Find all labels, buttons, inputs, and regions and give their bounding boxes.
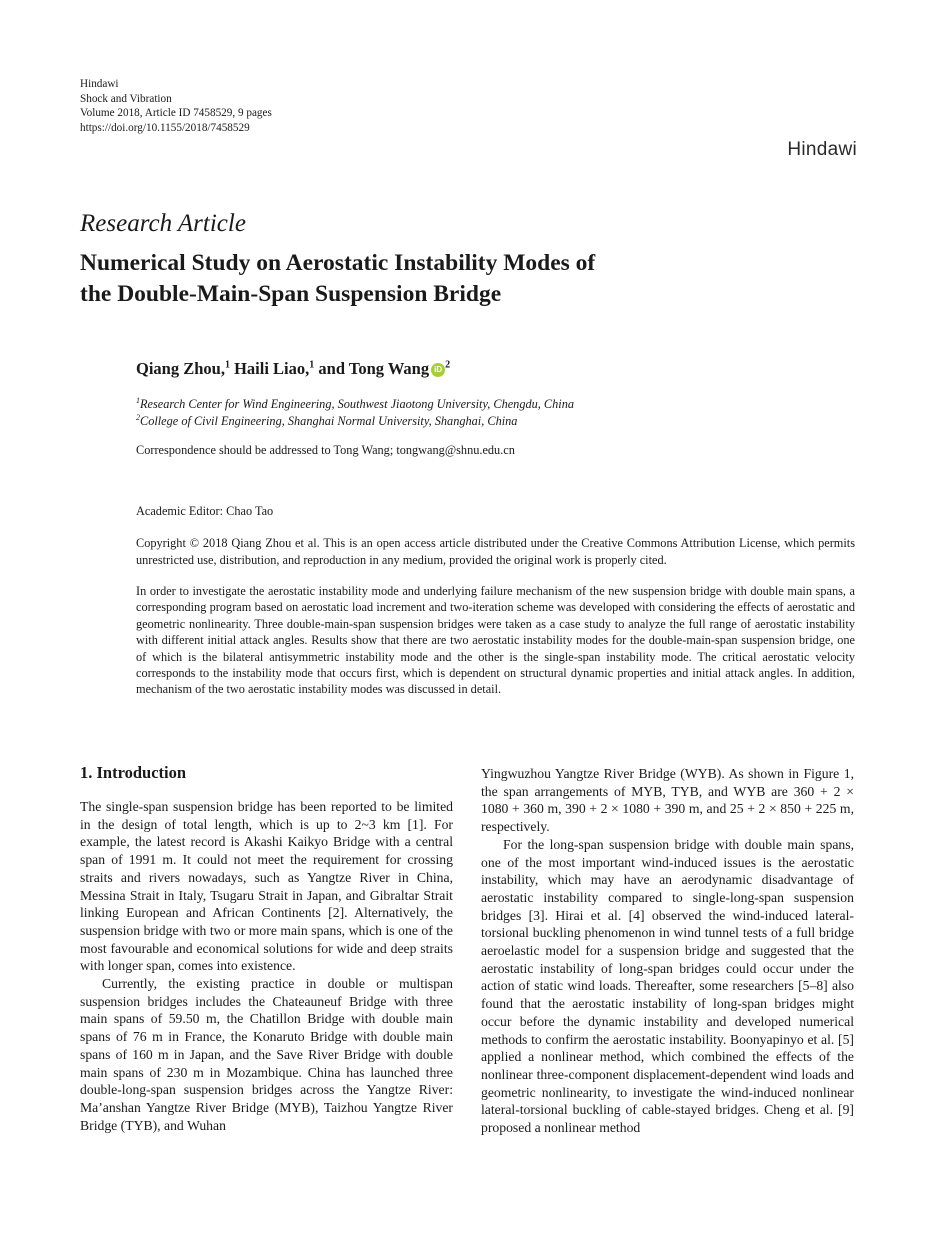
title-line-2: the Double-Main-Span Suspension Bridge (80, 281, 502, 307)
article-title (80, 248, 780, 310)
article-type: Research Article (80, 210, 246, 237)
journal-meta (80, 77, 272, 135)
body-paragraph: Currently, the existing practice in double or multispan suspension bridges includes the Chateauneuf Bridge with three main spans of 59.50 m, the Chatillon Bridge with double main spans of 76 m in France, the Konaruto Bridge with double main spans of 160 m in Japan, and the Save River Bridge with double main spans of 230 m in Mozambique. China has launched three double-long-span suspension bridges across the Yangtze River: Ma’anshan Yangtze River Bridge (MYB), Taizhou Yangtze River Bridge (TYB), and Wuhan (80, 976, 453, 1133)
abstract: In order to investigate the aerostatic instability mode and underlying failure mechanism of the new suspension bridge with double main spans, a corresponding program based on aerostatic load increment and two-iteration scheme was developed with considering the effects of aerostatic and geometric nonlinearity. Three double-main-span suspension bridges were taken as a case study to analyze the full range of aerostatic instability with different initial attack angles. Results show that there are two aerostatic instability modes for the double-main-span suspension bridge, one of which is the bilateral antisymmetric instability mode and the other is the single-span instability mode. The critical aerostatic velocity corresponds to the instability mode that occurs first, which is dependent on structural dynamic properties and initial attack angles. In addition, mechanism of the two aerostatic instability modes was discussed in detail. (136, 584, 855, 697)
author-name: and Tong Wang (318, 359, 430, 378)
volume-line: Volume 2018, Article ID 7458529, 9 pages (80, 107, 272, 120)
author-name: Qiang Zhou, (136, 359, 225, 378)
publisher-name: Hindawi (80, 78, 119, 90)
journal-name: Shock and Vibration (80, 92, 172, 105)
author-list (136, 359, 450, 379)
author-name: Haili Liao, (234, 359, 310, 378)
section-heading: 1. Introduction (80, 763, 187, 782)
affiliation-marker: 2 (136, 412, 140, 422)
affiliation-text: College of Civil Engineering, Shanghai Normal University, Shanghai, China (140, 413, 518, 428)
copyright-notice: Copyright © 2018 Qiang Zhou et al. This is an open access article distributed under the Creative Commons Attribution License, which permits unrestricted use, distribution, and reproduction in any medium, provided the original work is properly cited. (136, 536, 855, 567)
affiliation-item (136, 413, 574, 430)
correspondence-note: Correspondence should be addressed to Tong Wang; tongwang@shnu.edu.cn (136, 443, 515, 457)
academic-editor: Academic Editor: Chao Tao (136, 504, 274, 518)
author-affiliation-marker: 2 (445, 359, 451, 371)
affiliations (136, 396, 574, 429)
affiliation-item (136, 396, 574, 413)
body-paragraph: Yingwuzhou Yangtze River Bridge (WYB). As shown in Figure 1, the span arrangements of MYB, TYB, and WYB are 360 + 2 × 1080 + 360 m, 390 + 2 × 1080 + 390 m, and 25 + 2 × 850 + 225 m, respectively. (481, 766, 854, 835)
body-column-right (481, 765, 854, 1137)
author-affiliation-marker: 1 (309, 359, 315, 371)
affiliation-text: Research Center for Wind Engineering, Southwest Jiaotong University, Chengdu, China (140, 397, 574, 411)
doi-link[interactable]: https://doi.org/10.1155/2018/7458529 (80, 121, 250, 134)
body-column-left (80, 798, 453, 1134)
author-affiliation-marker: 1 (224, 359, 230, 371)
title-line-1: Numerical Study on Aerostatic Instability Modes of (80, 250, 596, 276)
body-paragraph: The single-span suspension bridge has been reported to be limited in the design of total length, which is up to 2~3 km [1]. For example, the latest record is Akashi Kaikyo Bridge with a central span of 1991 m. It could not meet the requirement for crossing straits and rivers nowadays, such as Yangtze River in China, Messina Strait in Italy, Tsugaru Strait in Japan, and Gibraltar Strait linking European and African Continents [2]. Alternatively, the suspension bridge with two or more main spans, which is one of the most favourable and economical solutions for wide and deep straits with longer span, comes into existence. (80, 799, 453, 974)
orcid-icon[interactable]: iD (431, 363, 445, 377)
body-paragraph: For the long-span suspension bridge with double main spans, one of the most important wind-induced issues is the aerostatic instability, which may have an aerodynamic disadvantage of aerostatic instability compared to single-long-span suspension bridges [3]. Hirai et al. [4] observed the wind-induced lateral-torsional buckling phenomenon in wind tunnel tests of a full bridge aeroelastic model for a suspension bridge and suggested that the aerostatic instability of long-span bridges could occur under the action of static wind loads. Thereafter, some researchers [5–8] also found that the aerostatic instability of long-span bridges might occur before the dynamic instability and developed numerical methods to confirm the aerostatic instability. Boonyapinyo et al. [5] applied a nonlinear method, which combined the effects of the nonlinear three-component displacement-dependent wind loads and geometric nonlinearity, to investigate the wind-induced nonlinear lateral-torsional buckling of cable-stayed bridges. Cheng et al. [9] proposed a nonlinear method (481, 836, 854, 1136)
affiliation-marker: 1 (136, 395, 140, 405)
hindawi-logo: Hindawi (787, 139, 857, 160)
